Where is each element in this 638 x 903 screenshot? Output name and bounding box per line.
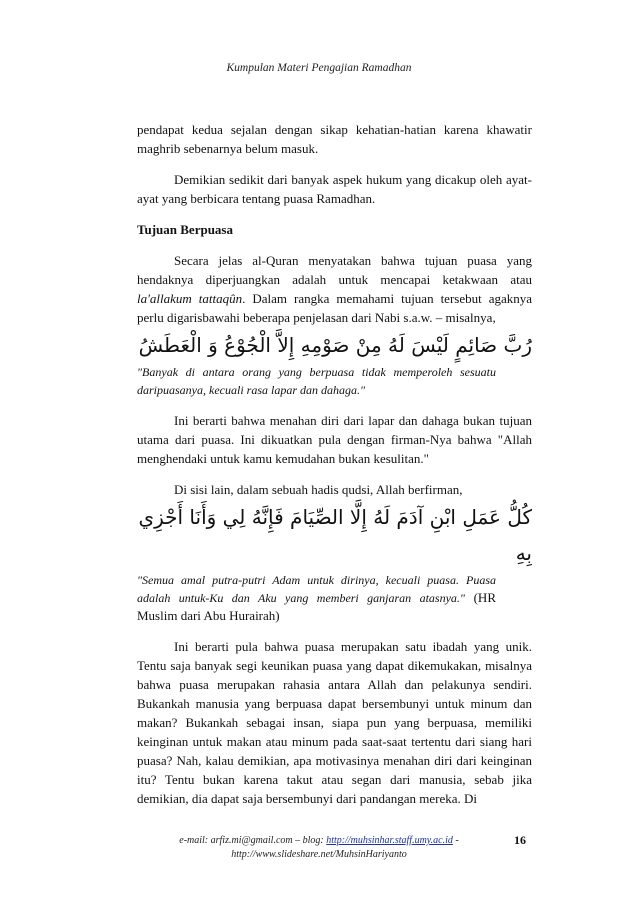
hadith-qudsi-translation: "Semua amal putra-putri Adam untuk dirinya, kecuali puasa. Puasa adalah untuk-Ku dan Aku yang memberi ganjaran atasnya." (HR Muslim dari Abu Hurairah)	[137, 573, 496, 623]
paragraph: Secara jelas al-Quran menyatakan bahwa tujuan puasa yang hendaknya diperjuangkan adalah untuk mencapai ketakwaan atau la'allakum tattaqûn. Dalam rangka memahami tujuan tersebut agaknya perlu digarisbawahi beberapa penjelasan dari Nabi s.a.w. – misalnya,	[137, 253, 533, 325]
arabic-hadith-qudsi-continuation: بِهِ	[515, 541, 532, 565]
page-number: 16	[514, 833, 526, 847]
arabic-hadith-qudsi: كُلُّ عَمَلِ ابْنِ آدَمَ لَهُ إِلَّا الصِّيَامَ فَإِنَّهُ لِي وَأَنَا أَجْزِي	[138, 505, 532, 529]
hadith-reference: (HR Muslim dari Abu Hurairah)	[137, 590, 496, 623]
paragraph: Ini berarti bahwa menahan diri dari lapar dan dahaga bukan tujuan utama dari puasa. Ini dikuatkan pula dengan firman-Nya bahwa "Allah menghendaki untuk kamu kemudahan bukan kesulitan."	[137, 413, 532, 466]
arabic-hadith: رُبَّ صَائِمٍ لَيْسَ لَهُ مِنْ صَوْمِهِ إِلاَّ الْجُوْعُ وَ الْعَطَشُ	[138, 333, 532, 357]
italic-term: la'allakum tattaqûn	[137, 291, 243, 306]
running-header: Kumpulan Materi Pengajian Ramadhan	[226, 62, 412, 74]
paragraph: Ini berarti pula bahwa puasa merupakan satu ibadah yang unik. Tentu saja banyak segi keunikan puasa yang dapat dikemukakan, misalnya bahwa puasa merupakan rahasia antara Allah dan pelakunya sendiri. Bukankah manusia yang berpuasa dapat bersembunyi untuk minum dan makan? Bukankah sebagai insan, siapa pun yang berpuasa, memiliki keinginan untuk makan atau minum pada saat-saat tertentu dari siang hari puasa? Nah, kalau demikian, apa motivasinya menahan diri dari keinginan itu? Tentu bukan karena takut atau segan dari manusia, sebab jika demikian, dia dapat saja bersembunyi dari pandangan mereka. Di	[137, 639, 532, 806]
blog-link[interactable]: http://muhsinhar.staff.umy.ac.id	[326, 835, 453, 846]
page-footer: e-mail: arfiz.mi@gmail.com – blog: http://muhsinhar.staff.umy.ac.id - http://www.slideshare.net/MuhsinHariyanto	[179, 835, 459, 860]
paragraph: Demikian sedikit dari banyak aspek hukum yang dicakup oleh ayat-ayat yang berbicara tentang puasa Ramadhan.	[137, 172, 532, 206]
section-heading: Tujuan Berpuasa	[137, 222, 233, 237]
paragraph: Di sisi lain, dalam sebuah hadis qudsi, Allah berfirman,	[174, 482, 463, 497]
hadith-translation: "Banyak di antara orang yang berpuasa tidak memperoleh sesuatu daripuasanya, kecuali rasa lapar dan dahaga."	[137, 365, 496, 397]
slideshare-link[interactable]: http://www.slideshare.net/MuhsinHariyanto	[231, 849, 407, 860]
page-content	[137, 120, 532, 808]
paragraph: pendapat kedua sejalan dengan sikap kehatian-hatian karena khawatir maghrib sebenarnya belum masuk.	[137, 122, 532, 156]
